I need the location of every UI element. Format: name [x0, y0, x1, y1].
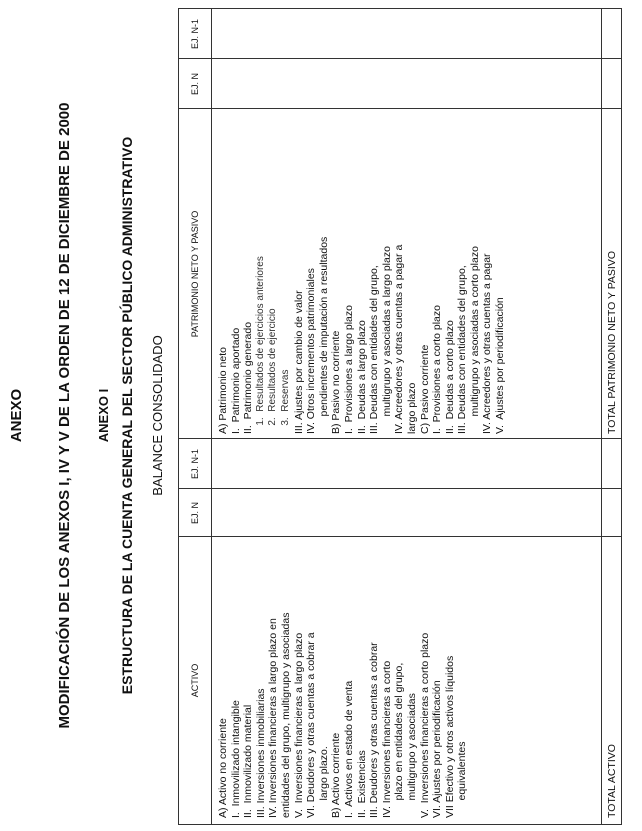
- pasivo-list: [217, 112, 507, 434]
- list-item: IV. Inversiones financieras a corto: [380, 660, 393, 818]
- structure-heading: ESTRUCTURA DE LA CUENTA GENERAL DEL SECTOR PÚBLICO ADMINISTRATIVO: [119, 136, 135, 695]
- list-item: V. Ajustes por periodificación: [494, 297, 507, 434]
- column-divider: [179, 438, 621, 439]
- list-item: IV. Inversiones financieras a largo plazo en: [267, 618, 280, 818]
- list-item: A) Patrimonio neto: [217, 347, 229, 434]
- column-header-ej-n: EJ. N: [190, 502, 200, 525]
- activo-list: [217, 540, 469, 818]
- list-item: VI. Ajustes por periodificación: [431, 680, 444, 818]
- list-item: A) Activo no corriente: [217, 718, 229, 818]
- column-divider: [179, 108, 621, 109]
- list-item: plazo en entidades del grupo,: [393, 662, 406, 818]
- annex-heading: ANEXO I: [96, 388, 111, 443]
- list-item: V. Inversiones financieras a corto plazo: [418, 632, 431, 818]
- list-item: III. Inversiones inmobiliarias: [254, 688, 267, 818]
- list-item: I. Provisiones a corto plazo: [431, 305, 444, 434]
- list-item: I. Activos en estado de venta: [342, 680, 355, 818]
- list-item: II. Deudas a largo plazo: [355, 320, 368, 434]
- list-item: largo plazo.: [317, 746, 330, 818]
- column-header-ej-n-right: EJ. N: [190, 73, 200, 96]
- list-item: 1. Resultados de ejercicios anteriores: [254, 256, 266, 434]
- list-item: II. Patrimonio generado: [242, 321, 255, 434]
- header-row-divider: [211, 9, 212, 824]
- list-item: 2. Resultados de ejercicio: [267, 308, 279, 434]
- list-item: III. Deudores y otras cuentas a cobrar: [368, 642, 381, 818]
- list-item: equivalentes: [456, 741, 469, 818]
- list-item: multigrupo y asociadas a largo plazo: [380, 246, 393, 434]
- total-row-divider: [601, 9, 602, 824]
- list-item: pendientes de imputación a resultados: [317, 236, 330, 434]
- column-divider: [179, 536, 621, 537]
- column-divider: [179, 58, 621, 59]
- column-header-activo: ACTIVO: [190, 663, 200, 698]
- list-item: VI. Deudores y otras cuentas a cobrar a: [305, 632, 318, 818]
- column-header-patrimonio: PATRIMONIO NETO Y PASIVO: [190, 210, 200, 338]
- document-title: MODIFICACIÓN DE LOS ANEXOS I, IV Y V DE LA ORDEN DE 12 DE DICIEMBRE DE 2000: [56, 102, 73, 729]
- column-header-ej-n1-right: EJ. N-1: [190, 19, 200, 50]
- balance-heading: BALANCE CONSOLIDADO: [150, 335, 165, 496]
- list-item: I. Inmovilizado intangible: [229, 700, 242, 818]
- list-item: B) Pasivo no corriente: [330, 330, 343, 434]
- document-heading-anexo: ANEXO: [8, 388, 25, 443]
- balance-table: [178, 8, 622, 825]
- column-header-ej-n1: EJ. N-1: [190, 449, 200, 480]
- list-item: I. Patrimonio aportado: [229, 327, 242, 434]
- list-item: IV. Acreedores y otras cuentas a pagar: [481, 253, 494, 434]
- list-item: multigrupo y asociadas a corto plazo: [468, 246, 481, 434]
- total-activo: TOTAL ACTIVO: [606, 744, 618, 818]
- list-item: IV. Otros incrementos patrimoniales: [305, 268, 318, 434]
- list-item: largo plazo: [405, 382, 418, 434]
- list-item: I. Provisiones a largo plazo: [342, 305, 355, 434]
- list-item: VII Efectivo y otros activos líquidos: [443, 655, 456, 818]
- list-item: IV. Acreedores y otras cuentas a pagar a: [393, 244, 406, 434]
- list-item: III. Deudas con entidades del grupo,: [456, 265, 469, 434]
- total-pasivo: TOTAL PATRIMONIO NETO Y PASIVO: [606, 250, 618, 434]
- list-item: B) Activo corriente: [330, 732, 343, 818]
- list-item: entidades del grupo, multigrupo y asociadas: [279, 612, 292, 818]
- list-item: III. Deudas con entidades del grupo,: [368, 265, 381, 434]
- list-item: C) Pasivo corriente: [418, 344, 431, 434]
- column-divider: [179, 488, 621, 489]
- list-item: II. Inmovilizado material: [242, 704, 255, 818]
- list-item: III. Ajustes por cambio de valor: [292, 290, 305, 434]
- list-item: II. Deudas a corto plazo: [443, 320, 456, 434]
- list-item: 3. Reservas: [279, 369, 291, 434]
- list-item: II. Existencias: [355, 750, 368, 818]
- list-item: multigrupo y asociadas: [405, 693, 418, 818]
- list-item: V. Inversiones financieras a largo plazo: [292, 632, 305, 818]
